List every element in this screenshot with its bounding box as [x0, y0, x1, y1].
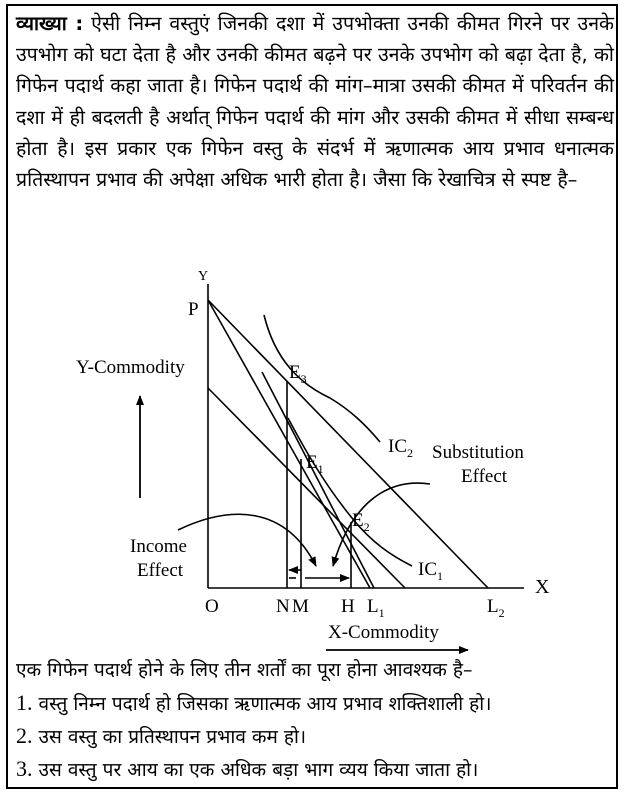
condition-text: उस वस्तु का प्रतिस्थापन प्रभाव कम हो। — [38, 726, 307, 748]
substitution-effect-arrow — [333, 483, 430, 566]
x-axis-letter: X — [535, 576, 550, 598]
conditions-intro: एक गिफेन पदार्थ होने के लिए तीन शर्तों का पूरा होना आवश्यक है– — [16, 659, 473, 681]
indifference-curve-ic2 — [264, 315, 380, 442]
origin-label: O — [205, 596, 219, 617]
compensated-budget-line — [208, 388, 405, 588]
tick-n-label: N — [276, 596, 290, 617]
conditions-list — [16, 686, 491, 785]
condition-item — [16, 686, 491, 719]
tick-m-label: M — [292, 596, 309, 617]
y-axis-title: Y-Commodity — [76, 357, 185, 378]
substitution-effect-label-2: Effect — [461, 466, 508, 487]
income-effect-label-1: Income — [130, 536, 187, 557]
l1-label: $L_1$ — [367, 596, 385, 620]
budget-line-pl1 — [208, 300, 370, 588]
e2-label: $E_2$ — [352, 510, 370, 534]
condition-number: 1. — [16, 690, 33, 715]
l2-label: $L_2$ — [487, 596, 505, 620]
ic2-label: $IC_2$ — [388, 436, 413, 460]
tick-h-label: H — [341, 596, 355, 617]
e3-label: $E_3$ — [289, 362, 307, 386]
condition-number: 3. — [16, 756, 33, 781]
explanation-text: ऐसी निम्न वस्तुएं जिनकी दशा में उपभोक्ता उनकी कीमत गिरने पर उनके उपभोग को घटा देता है और उनकी कीमत बढ़ने पर उनके उपभोग को बढ़ा देता है, को गिफेन पदार्थ कहा जाता है। गिफेन पदार्थ की मांग–मात्रा उसकी कीमत में परिवर्तन की दशा में ही बदलती है अर्थात् गिफेन पदार्थ की मांग और उसकी कीमत में सीधा सम्बन्ध होता है। इस प्रकार एक गिफेन वस्तु के संदर्भ में ऋणात्मक आय प्रभाव धनात्मक प्रतिस्थापन प्रभाव की अपेक्षा अधिक भारी होता है। जैसा कि रेखाचित्र से स्पष्ट है– — [16, 12, 615, 192]
point-p-label: P — [188, 299, 199, 320]
x-axis-title: X-Commodity — [328, 622, 439, 643]
substitution-effect-label-1: Substitution — [432, 442, 524, 463]
ic1-label: $IC_1$ — [418, 559, 443, 583]
explanation-term: व्याख्या : — [16, 12, 84, 35]
auxiliary-line — [262, 372, 374, 588]
condition-item — [16, 752, 491, 785]
condition-text: उस वस्तु पर आय का एक अधिक बड़ा भाग व्यय किया जाता हो। — [38, 759, 479, 781]
condition-item — [16, 719, 491, 752]
y-axis-letter: Y — [198, 269, 209, 284]
income-effect-arrow — [178, 514, 316, 566]
condition-text: वस्तु निम्न पदार्थ हो जिसका ऋणात्मक आय प्रभाव शक्तिशाली हो। — [38, 693, 492, 715]
condition-number: 2. — [16, 723, 33, 748]
e1-label: $E_1$ — [306, 452, 324, 476]
income-effect-label-2: Effect — [137, 560, 184, 581]
